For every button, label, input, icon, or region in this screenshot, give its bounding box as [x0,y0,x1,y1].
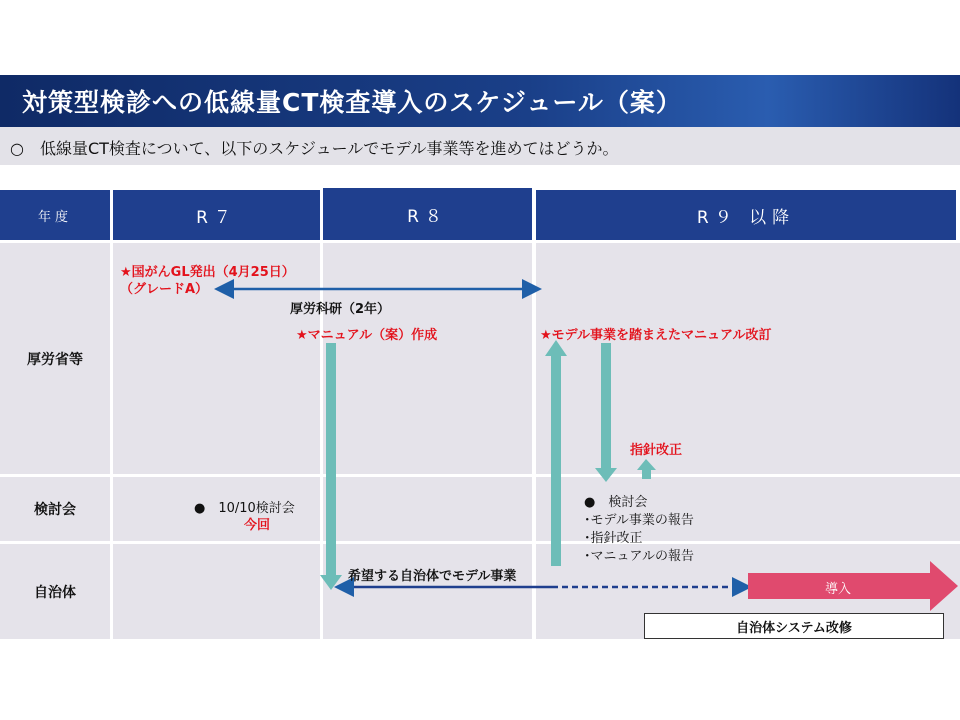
header-r8: R８ [323,188,532,240]
manual-draft-label: ★マニュアル（案）作成 [296,328,438,343]
report-manual-label: ･マニュアルの報告 [584,549,694,564]
system-upgrade-box [644,613,944,639]
guideline-change-label: ･指針改正 [584,531,643,546]
report-model-label: ･モデル事業の報告 [584,513,694,528]
gl-grade-label: （グレードA） [120,282,209,297]
row-label-municipality: 自治体 [34,584,76,601]
model-to-revision-up-arrow [545,340,567,566]
gl-release-label: ★国がんGL発出（4月25日） [120,265,295,280]
revision-down-arrow [595,343,617,482]
guideline-up-arrow [637,459,656,479]
meeting-1010-label: ● 10/10検討会 [194,501,295,516]
row-label-mhlw: 厚労省等 [27,351,83,368]
header-r7: R７ [113,190,320,240]
introduction-arrow [748,561,958,611]
research-label: 厚労科研（2年） [290,302,391,317]
row-label-committee: 検討会 [34,502,76,518]
header-year: 年度 [0,190,110,240]
introduction-label: 導入 [825,582,852,597]
system-upgrade-label: 自治体システム改修 [736,620,852,636]
model-project-label: 希望する自治体でモデル事業 [348,569,517,584]
page-subtitle: ○ 低線量CT検査について、以下のスケジュールでモデル事業等を進めてはどうか。 [10,139,619,158]
header-r9: R９ 以降 [536,190,956,240]
manual-revision-label: ★モデル事業を踏まえたマニュアル改訂 [540,328,772,343]
page-title: 対策型検診への低線量CT検査導入のスケジュール（案） [22,88,682,117]
future-meeting-label: ● 検討会 [584,495,648,510]
current-label: 今回 [244,518,271,533]
guideline-revision-label: 指針改正 [630,443,683,458]
manual-draft-down-arrow [320,343,342,590]
